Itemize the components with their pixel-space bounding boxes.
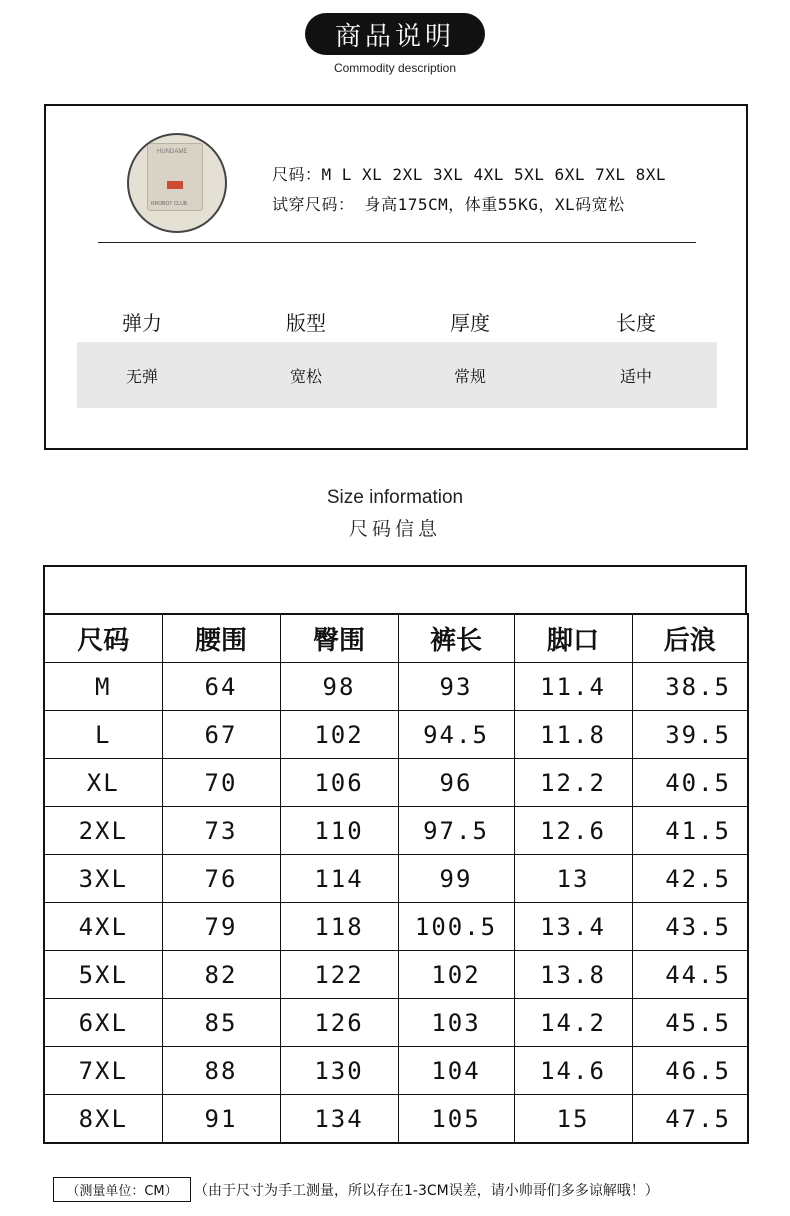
table-cell: 110 bbox=[280, 807, 398, 855]
table-row bbox=[44, 1095, 748, 1144]
table-cell: 114 bbox=[280, 855, 398, 903]
attr-label-length: 长度 bbox=[616, 311, 656, 335]
table-cell: 134 bbox=[280, 1095, 398, 1144]
table-cell: 4XL bbox=[44, 903, 162, 951]
table-row bbox=[44, 1047, 748, 1095]
table-cell: 130 bbox=[280, 1047, 398, 1095]
table-cell: 73 bbox=[162, 807, 280, 855]
table-cell: L bbox=[44, 711, 162, 759]
table-cell: 14.2 bbox=[514, 999, 632, 1047]
table-cell: 6XL bbox=[44, 999, 162, 1047]
table-cell: 12.2 bbox=[514, 759, 632, 807]
table-cell: 99 bbox=[398, 855, 514, 903]
thumb-label-text: RROBOT CLUB bbox=[151, 201, 188, 207]
size-table-header-row bbox=[44, 614, 748, 663]
attr-value-elasticity: 无弹 bbox=[125, 367, 158, 386]
table-cell: 15 bbox=[514, 1095, 632, 1144]
table-cell: 102 bbox=[398, 951, 514, 999]
available-sizes-text: 尺码：M L XL 2XL 3XL 4XL 5XL 6XL 7XL 8XL bbox=[272, 165, 667, 184]
table-row bbox=[44, 711, 748, 759]
column-header-back-rise: 后浪 bbox=[632, 614, 748, 663]
size-section-title-en: Size information bbox=[326, 487, 464, 508]
table-cell: 85 bbox=[162, 999, 280, 1047]
table-cell: 98 bbox=[280, 663, 398, 711]
table-cell: 88 bbox=[162, 1047, 280, 1095]
size-table bbox=[43, 613, 749, 1144]
size-chart bbox=[43, 565, 747, 1144]
table-cell: 67 bbox=[162, 711, 280, 759]
table-cell: XL bbox=[44, 759, 162, 807]
table-row bbox=[44, 903, 748, 951]
column-header-hip: 臀围 bbox=[280, 614, 398, 663]
table-cell: 46.5 bbox=[632, 1047, 748, 1095]
table-cell: 94.5 bbox=[398, 711, 514, 759]
table-cell: M bbox=[44, 663, 162, 711]
table-cell: 79 bbox=[162, 903, 280, 951]
table-cell: 126 bbox=[280, 999, 398, 1047]
table-cell: 118 bbox=[280, 903, 398, 951]
table-cell: 42.5 bbox=[632, 855, 748, 903]
table-cell: 100.5 bbox=[398, 903, 514, 951]
table-cell: 3XL bbox=[44, 855, 162, 903]
table-cell: 82 bbox=[162, 951, 280, 999]
attr-label-thickness: 厚度 bbox=[450, 311, 490, 335]
table-cell: 14.6 bbox=[514, 1047, 632, 1095]
table-row bbox=[44, 663, 748, 711]
table-cell: 106 bbox=[280, 759, 398, 807]
table-cell: 11.8 bbox=[514, 711, 632, 759]
table-cell: 97.5 bbox=[398, 807, 514, 855]
table-cell: 105 bbox=[398, 1095, 514, 1144]
size-chart-top-band bbox=[43, 565, 747, 613]
size-section-title-cn: 尺码信息 bbox=[348, 518, 441, 540]
table-cell: 13.8 bbox=[514, 951, 632, 999]
attr-value-thickness: 常规 bbox=[453, 367, 486, 386]
section-title-commodity: 商品说明 bbox=[305, 13, 485, 55]
column-header-length: 裤长 bbox=[398, 614, 514, 663]
product-thumbnail-image bbox=[127, 133, 227, 233]
table-cell: 39.5 bbox=[632, 711, 748, 759]
table-cell: 122 bbox=[280, 951, 398, 999]
column-header-size: 尺码 bbox=[44, 614, 162, 663]
table-cell: 104 bbox=[398, 1047, 514, 1095]
section-subtitle-commodity: Commodity description bbox=[333, 61, 457, 75]
table-cell: 7XL bbox=[44, 1047, 162, 1095]
table-row bbox=[44, 855, 748, 903]
unit-note: （测量单位：CM） bbox=[53, 1177, 191, 1202]
column-header-waist: 腰围 bbox=[162, 614, 280, 663]
table-cell: 40.5 bbox=[632, 759, 748, 807]
attr-label-fit: 版型 bbox=[286, 311, 326, 335]
table-cell: 64 bbox=[162, 663, 280, 711]
table-row bbox=[44, 951, 748, 999]
table-row bbox=[44, 759, 748, 807]
table-cell: 12.6 bbox=[514, 807, 632, 855]
table-row bbox=[44, 807, 748, 855]
table-cell: 96 bbox=[398, 759, 514, 807]
commodity-description-panel bbox=[44, 104, 748, 450]
fit-info-text: 试穿尺码： 身高175CM，体重55KG，XL码宽松 bbox=[272, 195, 625, 214]
brand-tag-graphic bbox=[167, 181, 183, 189]
disclaimer-text: （由于尺寸为手工测量，所以存在1-3CM误差，请小帅哥们多多谅解哦！） bbox=[194, 1183, 659, 1199]
table-cell: 91 bbox=[162, 1095, 280, 1144]
table-cell: 70 bbox=[162, 759, 280, 807]
thumb-brand-text: HUNDAME bbox=[157, 149, 188, 155]
table-cell: 45.5 bbox=[632, 999, 748, 1047]
attr-label-elasticity: 弹力 bbox=[122, 311, 162, 335]
table-cell: 8XL bbox=[44, 1095, 162, 1144]
divider bbox=[98, 242, 696, 243]
table-cell: 5XL bbox=[44, 951, 162, 999]
table-cell: 11.4 bbox=[514, 663, 632, 711]
table-cell: 103 bbox=[398, 999, 514, 1047]
table-cell: 76 bbox=[162, 855, 280, 903]
table-cell: 43.5 bbox=[632, 903, 748, 951]
table-cell: 13.4 bbox=[514, 903, 632, 951]
table-cell: 47.5 bbox=[632, 1095, 748, 1144]
table-cell: 102 bbox=[280, 711, 398, 759]
table-cell: 13 bbox=[514, 855, 632, 903]
table-cell: 44.5 bbox=[632, 951, 748, 999]
table-cell: 93 bbox=[398, 663, 514, 711]
attr-value-fit: 宽松 bbox=[289, 367, 322, 386]
table-cell: 2XL bbox=[44, 807, 162, 855]
table-cell: 38.5 bbox=[632, 663, 748, 711]
table-row bbox=[44, 999, 748, 1047]
attr-value-length: 适中 bbox=[619, 367, 652, 386]
table-cell: 41.5 bbox=[632, 807, 748, 855]
column-header-leg-opening: 脚口 bbox=[514, 614, 632, 663]
